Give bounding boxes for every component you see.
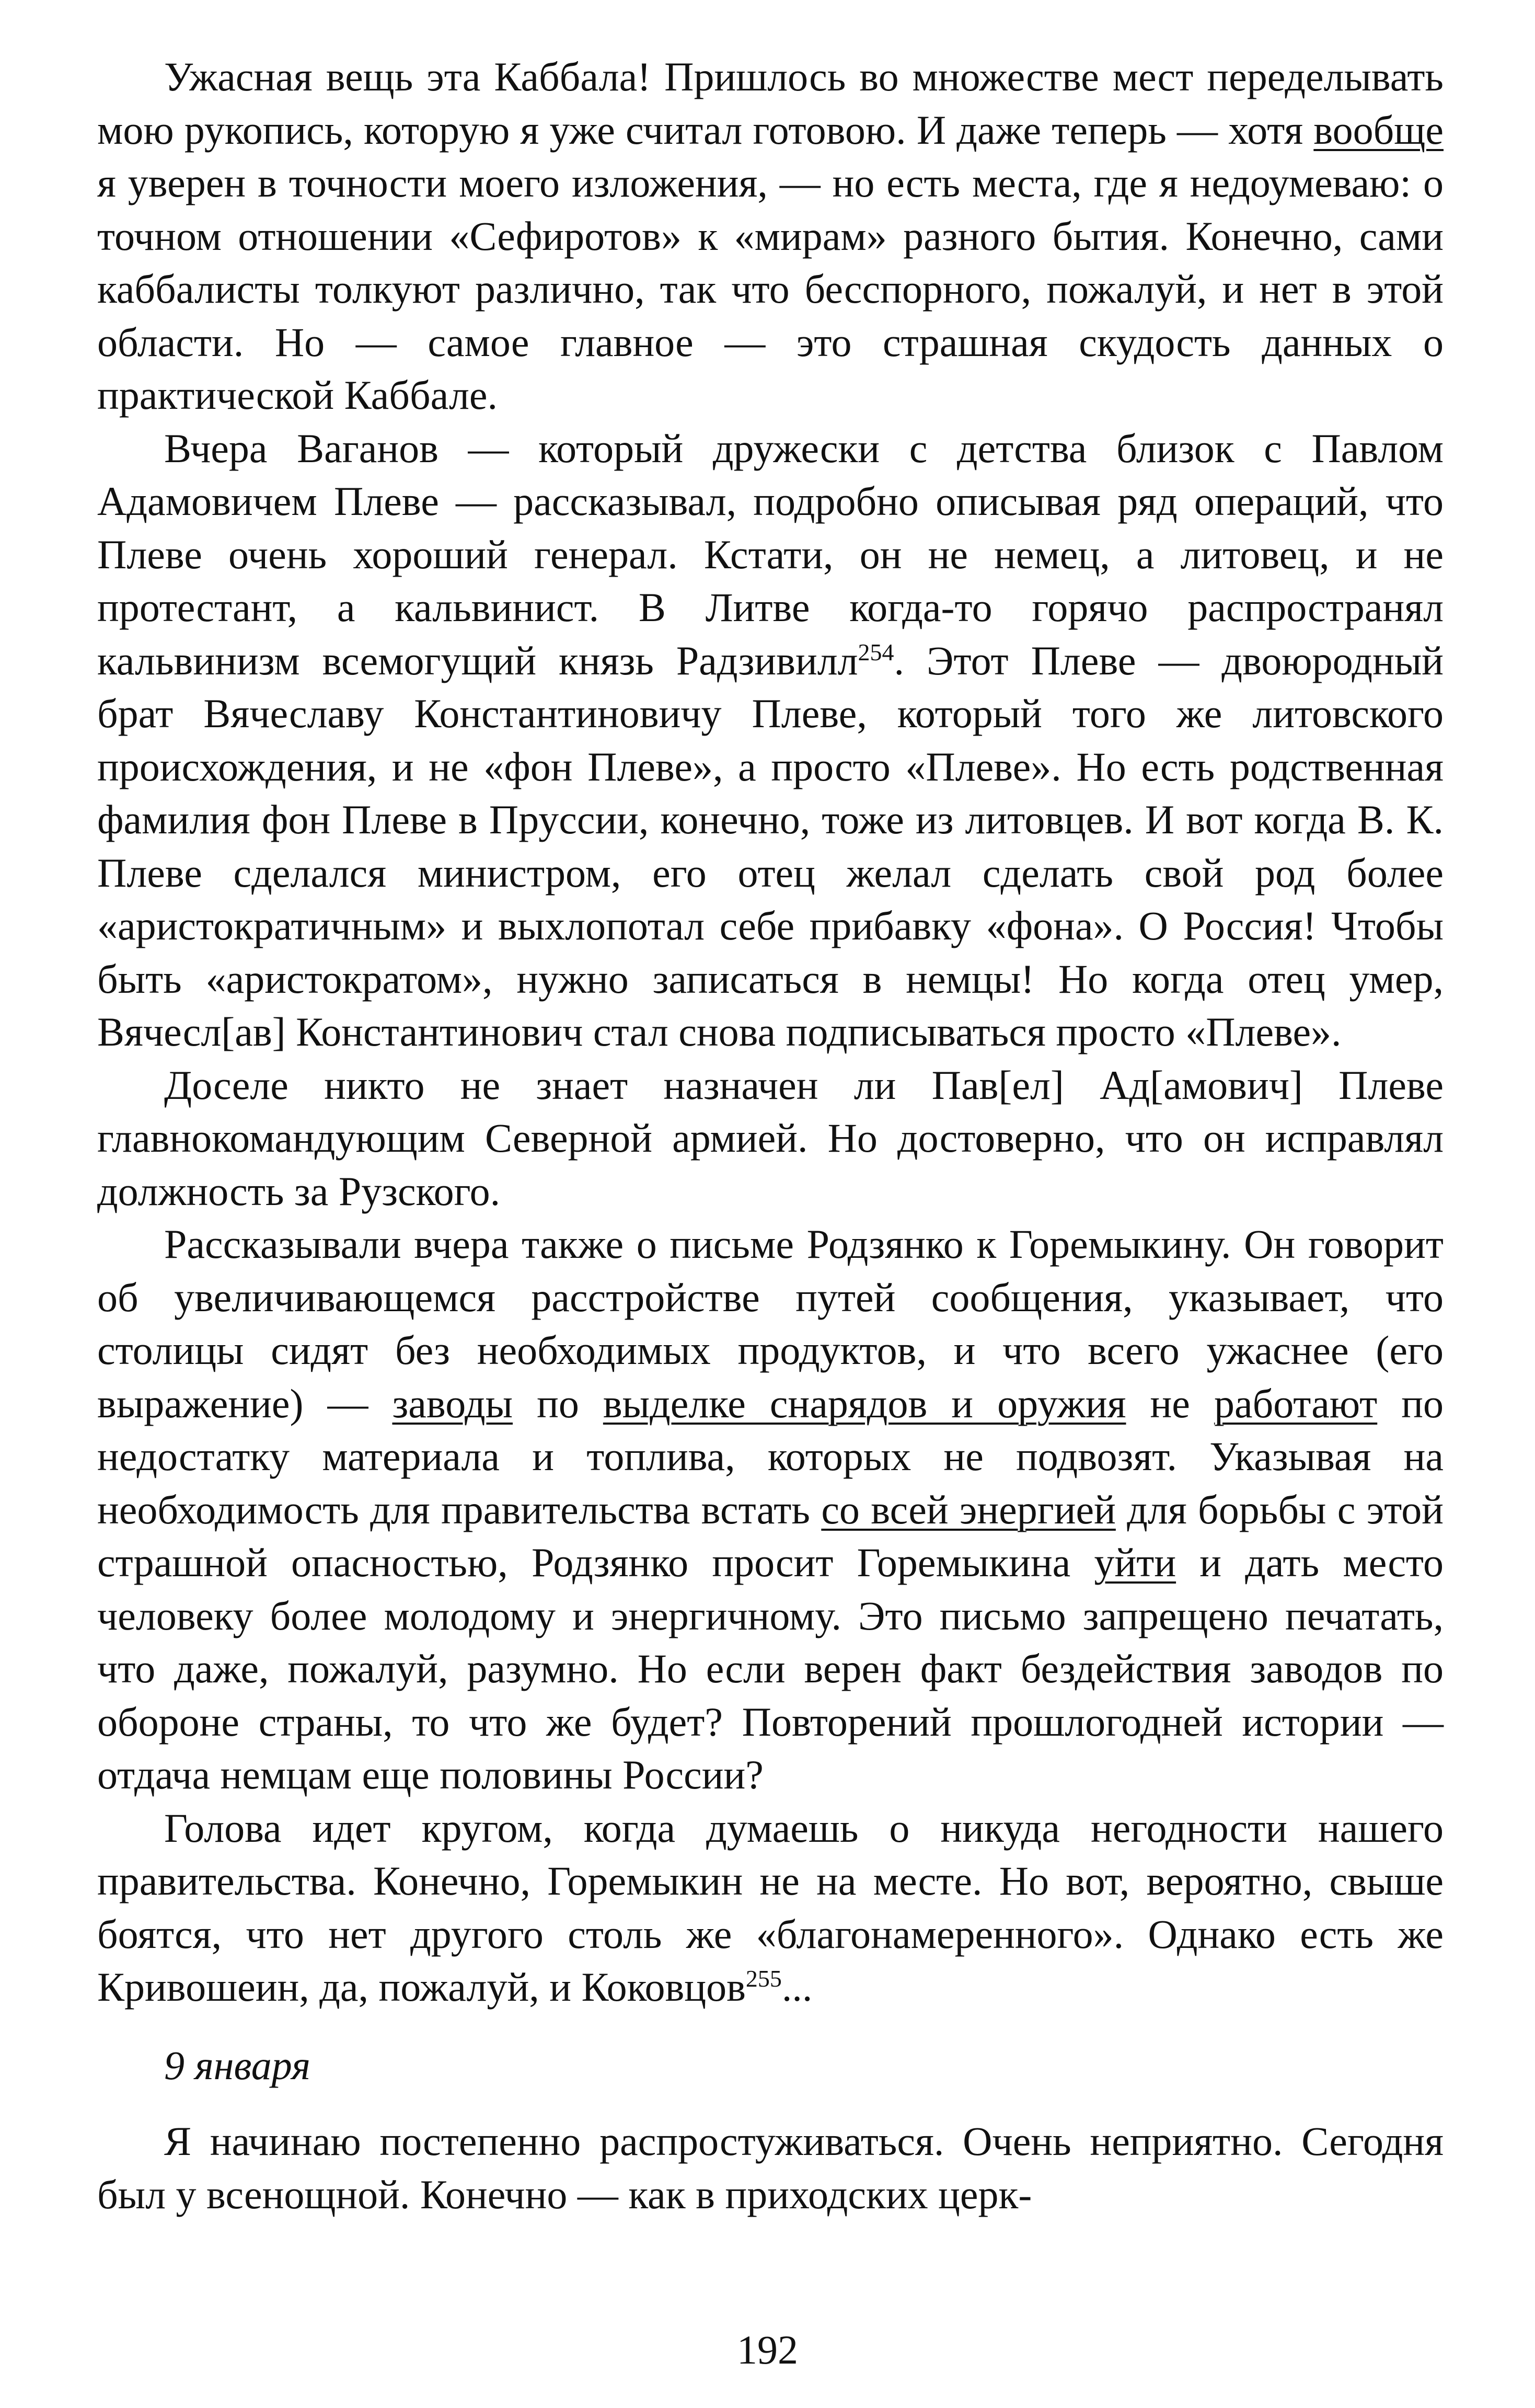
underlined-text: со всей энергией (821, 1486, 1116, 1532)
text-segment: не (1126, 1380, 1214, 1426)
page-number: 192 (737, 2327, 798, 2372)
text-segment: для борьбы с этой страшной опасностью, Родзянко просит Горемыкина (97, 1486, 1444, 1585)
text-segment: Ужасная вещь эта Каббала! Пришлось во множестве мест переделывать мою рукопись, которую я уже считал готовою. И даже теперь — хотя (97, 54, 1444, 153)
text-segment: Вчера Ваганов — который дружески с детства близок с Павлом Адамовичем Плеве — рассказывал, подробно описывая ряд операций, что Плеве очень хороший генерал. Кстати, он не немец, а литовец, и не протестант, а кальвинист. В Литве когда-то горячо распространял кальвинизм всемогущий князь Радзивилл (97, 425, 1444, 683)
paragraph-1 (97, 50, 1444, 422)
paragraph-5 (97, 1802, 1444, 2014)
text-segment: Я начинаю постепенно распростуживаться. Очень неприятно. Сегодня был у всенощной. Конечно — как в приходских церк- (97, 2118, 1444, 2217)
text-segment: . Этот Плеве — двоюродный брат Вячеславу Константиновичу Плеве, который того же литовского происхождения, и не «фон Плеве», а просто «Плеве». Но есть родственная фамилия фон Плеве в Пруссии, конечно, тоже из литовцев. И вот когда В. К. Плеве сделался министром, его отец желал сделать свой род более «аристократичным» и выхлопотал себе прибавку «фона». О Россия! Чтобы быть «аристократом», нужно записаться в немцы! Но когда отец умер, Вячесл[ав] Константинович стал снова подписываться просто «Плеве». (97, 637, 1444, 1054)
underlined-text: заводы (392, 1380, 513, 1426)
date-heading: 9 января (164, 2042, 311, 2088)
paragraph-2 (97, 422, 1444, 1059)
underlined-text: работают (1214, 1380, 1378, 1426)
footnote-reference: 255 (745, 1965, 782, 1992)
footnote-reference: 254 (858, 638, 894, 666)
paragraph-4 (97, 1218, 1444, 1802)
paragraph-final (97, 2115, 1444, 2221)
underlined-text: вообще (1313, 107, 1444, 153)
text-segment: по (513, 1380, 603, 1426)
underlined-text: выделке снарядов и оружия (603, 1380, 1126, 1426)
text-segment: и дать место человеку более молодому и энергичному. Это письмо запрещено печатать, что даже, пожалуй, разумно. Но если верен факт бездействия заводов по обороне страны, то что же будет? Повторений прошлогодней истории — отдача немцам еще половины России? (97, 1540, 1444, 1797)
body-text (97, 50, 1444, 2014)
underlined-text: уйти (1094, 1540, 1176, 1585)
text-segment: Доселе никто не знает назначен ли Пав[ел] Ад[амович] Плеве главнокомандующим Северной армией. Но достоверно, что он исправлял должность за Рузского. (97, 1062, 1444, 1214)
paragraph-3 (97, 1059, 1444, 1218)
text-segment: Голова идет кругом, когда думаешь о никуда негодности нашего правительства. Конечно, Горемыкин не на месте. Но вот, вероятно, свыше боятся, что нет другого столь же «благонамеренного». Однако есть же Кривошеин, да, пожалуй, и Коковцов (97, 1805, 1444, 2010)
text-segment: я уверен в точности моего изложения, — но есть места, где я недоумеваю: о точном отношении «Сефиротов» к «мирам» разного бытия. Конечно, сами каббалисты толкуют различно, так что бесспорного, пожалуй, и нет в этой области. Но — самое главное — это страшная скудость данных о практической Каббале. (97, 160, 1444, 418)
document-page (97, 50, 1444, 2221)
text-segment: ... (781, 1964, 813, 2010)
text-segment: Рассказывали вчера также о письме Родзянко к Горемыкину. Он говорит об увеличивающемся расстройстве путей сообщения, указывает, что столицы сидят без необходимых продуктов, и что всего ужаснее (его выражение) — (97, 1221, 1444, 1426)
text-segment: по недостатку материала и топлива, которых не подвозят. Указывая на необходимость для правительства встать (97, 1380, 1444, 1532)
